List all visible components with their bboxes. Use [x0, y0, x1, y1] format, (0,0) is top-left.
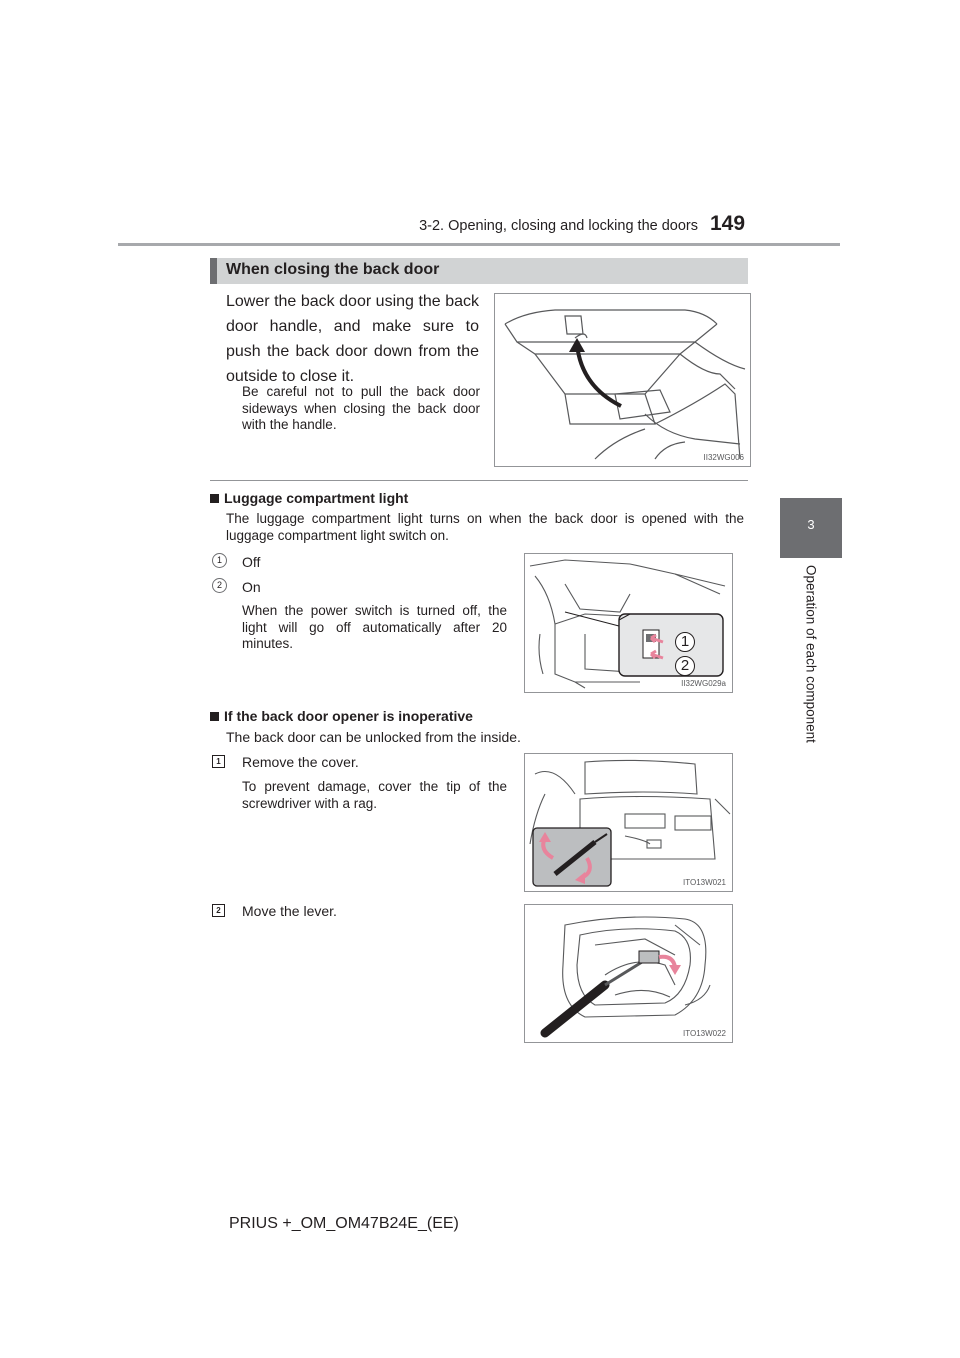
chapter-number: 3 [807, 517, 815, 532]
document-id: PRIUS +_OM_OM47B24E_(EE) [229, 1215, 459, 1232]
back-door-illustration [494, 293, 751, 467]
chapter-side-label [781, 565, 841, 780]
figure-code: ITO13W022 [683, 1029, 726, 1038]
step-number-2: 2 [212, 904, 225, 917]
back-door-drawing [495, 294, 750, 466]
move-lever-illustration [524, 904, 733, 1043]
luggage-light-heading-text: Luggage compartment light [224, 490, 409, 506]
section-heading-accent [210, 258, 217, 284]
item-number-2: 2 [212, 578, 227, 593]
square-bullet-icon [210, 494, 219, 503]
chapter-tab [780, 498, 842, 558]
step-2-label: Move the lever. [242, 903, 337, 919]
luggage-light-note: When the power switch is turned off, the light will go off automatically after 20 minutes. [242, 603, 507, 651]
intro-paragraph: Lower the back door using the back door handle, and make sure to push the back door down from the outside to close it. [226, 293, 479, 385]
separator-rule [210, 480, 748, 481]
luggage-light-illustration [524, 553, 733, 693]
item-off-label: Off [242, 554, 261, 570]
luggage-light-drawing [525, 554, 732, 692]
opener-text: The back door can be unlocked from the inside. [226, 729, 521, 745]
page-number: 149 [710, 212, 746, 235]
step-1-note: To prevent damage, cover the tip of the screwdriver with a rag. [242, 779, 507, 811]
opener-heading [210, 708, 473, 724]
intro-note: Be careful not to pull the back door sideways when closing the back door with the handle. [242, 384, 480, 432]
luggage-light-text: The luggage compartment light turns on when the back door is opened with the luggage compartment light switch on. [226, 511, 744, 543]
square-bullet-icon [210, 712, 219, 721]
chapter-title: Operation of each component [803, 565, 819, 743]
callout-1: 1 [675, 632, 695, 652]
remove-cover-illustration [524, 753, 733, 892]
step-number-1: 1 [212, 755, 225, 768]
header-rule [118, 243, 840, 246]
section-heading: When closing the back door [226, 261, 440, 278]
figure-code: II32WG029a [681, 679, 726, 688]
move-lever-drawing [525, 905, 732, 1042]
luggage-light-heading [210, 490, 408, 506]
step-1-label: Remove the cover. [242, 754, 359, 770]
remove-cover-drawing [525, 754, 732, 891]
figure-code: II32WG006 [703, 453, 744, 462]
running-header: 3-2. Opening, closing and locking the doors [419, 218, 698, 234]
item-on-label: On [242, 579, 261, 595]
item-number-1: 1 [212, 553, 227, 568]
opener-heading-text: If the back door opener is inoperative [224, 708, 473, 724]
figure-code: ITO13W021 [683, 878, 726, 887]
callout-2: 2 [675, 656, 695, 676]
